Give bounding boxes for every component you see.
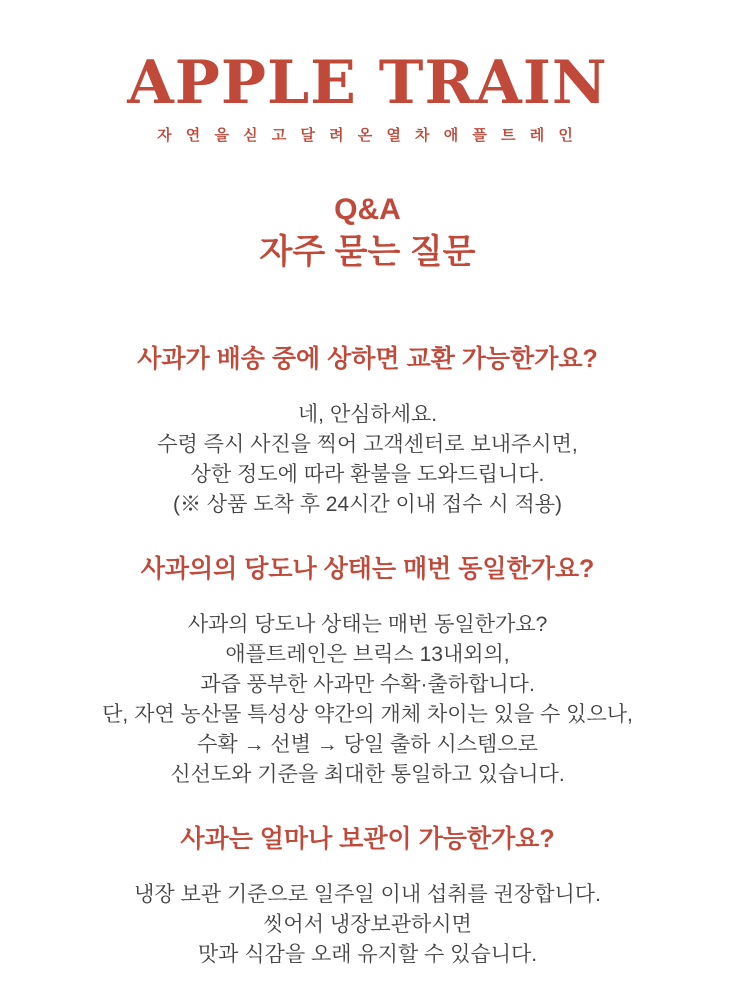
brand-logo-title: APPLE TRAIN xyxy=(127,48,608,118)
faq-item-delivery-damage xyxy=(0,343,735,520)
faq-item-storage-duration xyxy=(0,823,735,970)
faq-answer-line: 냉장 보관 기준으로 일주일 이내 섭취를 권장합니다. xyxy=(134,883,601,906)
faq-list xyxy=(0,343,735,970)
faq-answer-line: 수확 → 선별 → 당일 출하 시스템으로 xyxy=(197,733,538,756)
faq-answer xyxy=(0,400,735,520)
faq-answer-line: 맛과 식감을 오래 유지할 수 있습니다. xyxy=(197,943,538,966)
faq-answer-line: 상한 정도에 따라 환불을 도와드립니다. xyxy=(190,463,545,486)
faq-answer-line: 사과의 당도나 상태는 매번 동일한가요? xyxy=(187,613,548,636)
faq-answer xyxy=(0,880,735,970)
faq-item-sweetness-consistency xyxy=(0,553,735,790)
faq-answer-line: 과즙 풍부한 사과만 수확·출하합니다. xyxy=(200,673,535,696)
faq-answer-line: 애플트레인은 브릭스 13내외의, xyxy=(225,643,510,666)
faq-question: 사과의의 당도나 상태는 매번 동일한가요? xyxy=(140,555,595,583)
qa-section-head xyxy=(0,192,735,273)
faq-answer xyxy=(0,610,735,790)
faq-answer-line: 단, 자연 농산물 특성상 약간의 개체 차이는 있을 수 있으나, xyxy=(102,703,633,726)
faq-answer-line: 네, 안심하세요. xyxy=(297,403,438,426)
faq-answer-line: 씻어서 냉장보관하시면 xyxy=(263,913,472,936)
qa-section-subtitle: 자주 묻는 질문 xyxy=(259,233,476,271)
qa-section-title: Q&A xyxy=(334,193,401,226)
faq-answer-note: (※ 상품 도착 후 24시간 이내 접수 시 적용) xyxy=(172,493,563,516)
faq-question: 사과가 배송 중에 상하면 교환 가능한가요? xyxy=(137,345,598,373)
faq-answer-line: 신선도와 기준을 최대한 통일하고 있습니다. xyxy=(170,763,565,786)
faq-question: 사과는 얼마나 보관이 가능한가요? xyxy=(180,825,555,853)
faq-answer-line: 수령 즉시 사진을 찍어 고객센터로 보내주시면, xyxy=(157,433,578,456)
brand-header xyxy=(0,0,735,146)
brand-logo-slogan: 자 연 을 싣 고 달 려 온 열 차 애 플 트 레 인 xyxy=(157,127,578,144)
